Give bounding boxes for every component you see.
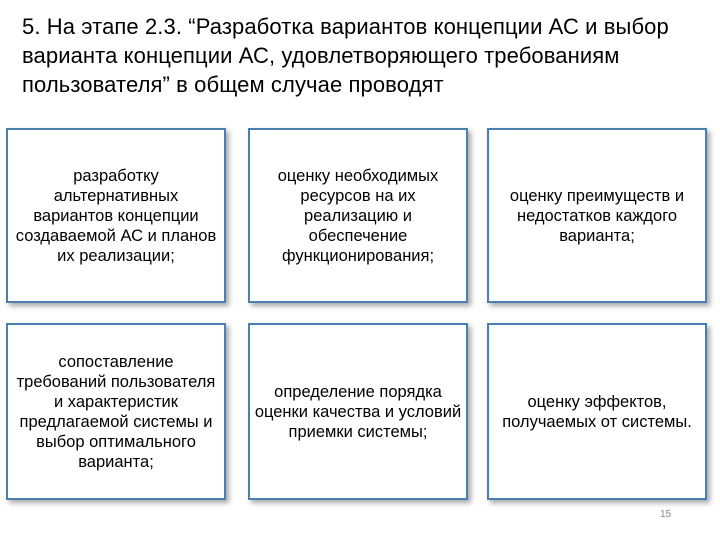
card-text: оценку преимуществ и недостатков каждого варианта;: [509, 186, 685, 245]
card-resources-estimation: [248, 128, 468, 303]
card-text: оценку необходимых ресурсов на их реализацию и обеспечение функционирования;: [277, 166, 439, 265]
card-text: определение порядка оценки качества и условий приемки системы;: [254, 382, 462, 441]
slide-title: 5. На этапе 2.3. “Разработка вариантов концепции АС и выбор варианта концепции АС, удовлетворяющего требованиям пользователя” в общем случае проводят: [22, 14, 669, 97]
card-quality-acceptance: [248, 323, 468, 500]
card-text: разработку альтернативных вариантов концепции создаваемой АС и планов их реализации;: [15, 166, 217, 265]
card-effects-estimation: [487, 323, 707, 500]
card-pros-cons-estimation: [487, 128, 707, 303]
card-text: оценку эффектов, получаемых от системы.: [502, 392, 692, 431]
card-text: сопоставление требований пользователя и характеристик предлагаемой системы и выбор оптимального варианта;: [16, 352, 216, 471]
page-number: 15: [660, 509, 672, 520]
card-requirements-comparison: [6, 323, 226, 500]
card-alternatives-development: [6, 128, 226, 303]
